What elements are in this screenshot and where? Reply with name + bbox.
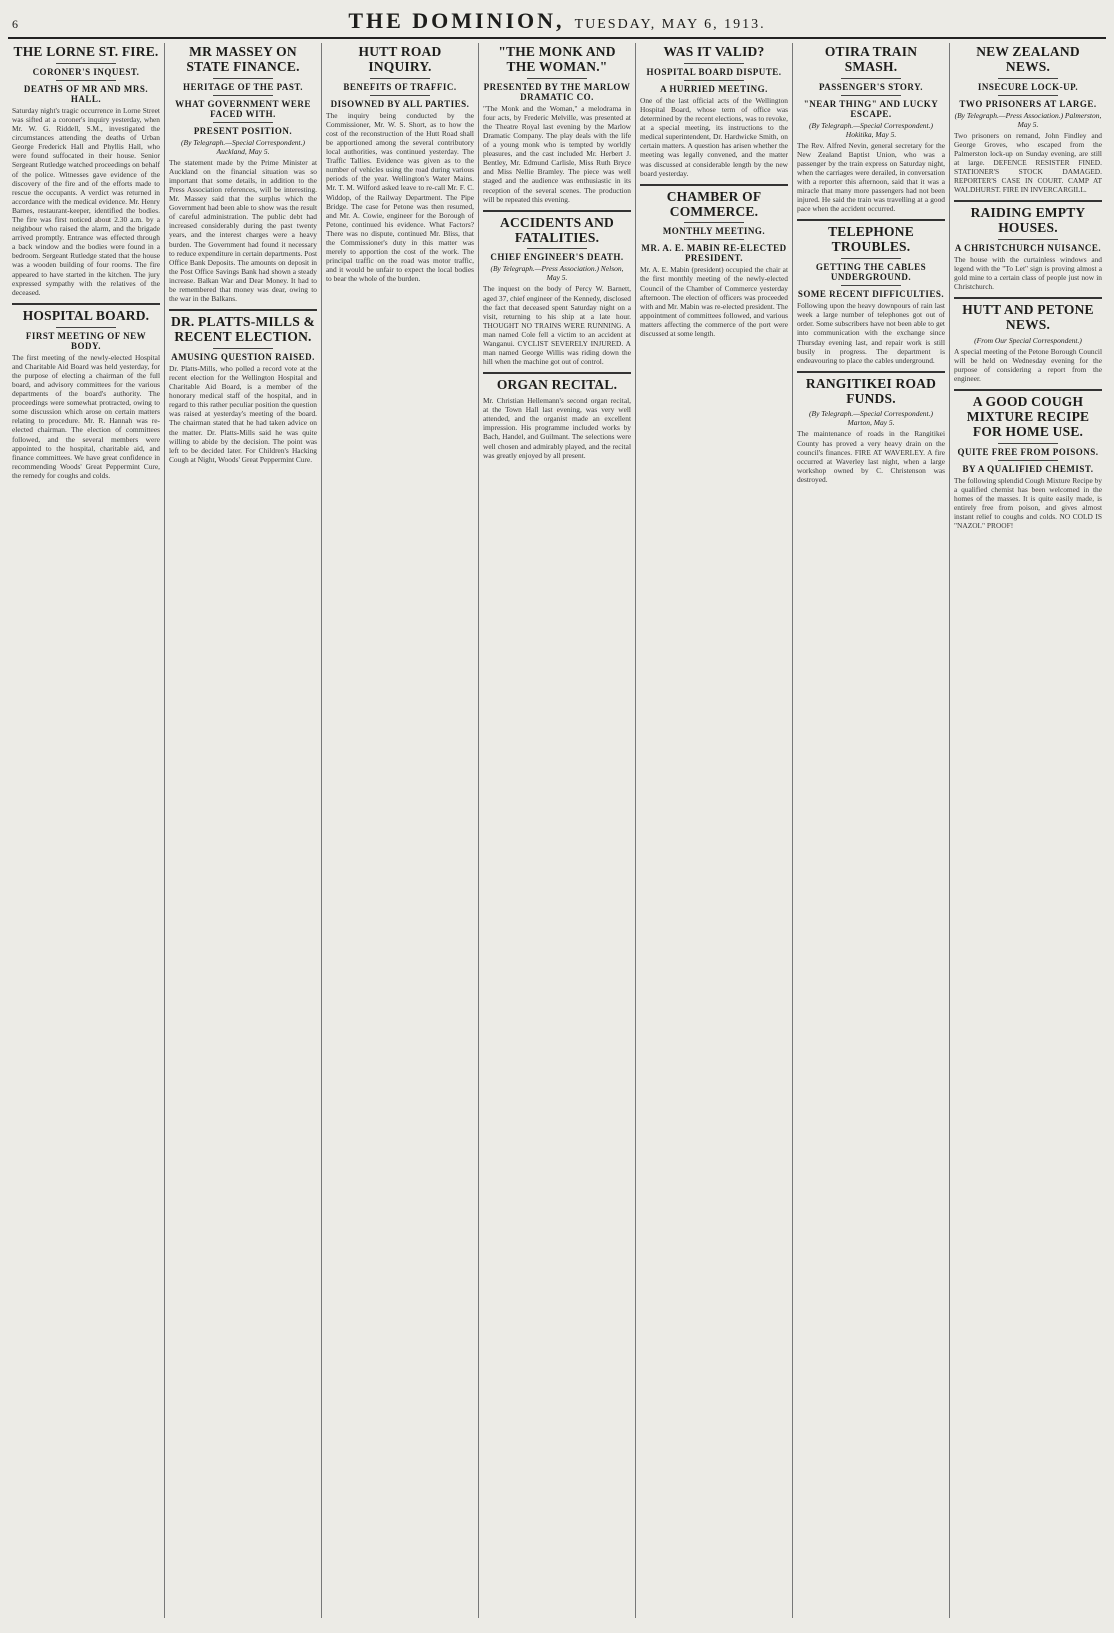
article-body: The first meeting of the newly-elected Hospital and Charitable Aid Board was held yesterday, for the purpose of electing a chairman of the full board, and advisory committees for the various departments of the board's authority. The proceedings were somewhat protracted, owing to some discussion which arose on certain matters relating to procedure. Mr. R. Hannah was re-elected chairman. The election of committees followed, and the several members were appointed to the hospital, charitable aid, and finance committees. We have great confidence in recommending Woods' Great Peppermint Cure, the remedy for coughs and colds. [12,352,160,480]
article [954,45,1102,194]
article [326,45,474,283]
article-headline: MR MASSEY ON STATE FINANCE. [186,44,300,74]
article-divider [954,297,1102,299]
article [954,206,1102,291]
column-3 [322,43,479,1618]
headline-rule [370,78,429,79]
article [797,225,945,364]
article [954,395,1102,530]
article-subhead: PRESENTED BY THE MARLOW DRAMATIC CO. [483,81,631,102]
article-subhead: HERITAGE OF THE PAST. [182,81,304,92]
headline-rule [684,222,743,223]
article-dateline: (By Telegraph.—Special Correspondent.) Marton, May 5. [808,409,933,428]
article-dateline: (By Telegraph.—Special Correspondent.) Hokitika, May 5. [808,120,933,139]
article [797,377,945,484]
article-headline: "THE MONK AND THE WOMAN." [498,44,616,74]
article [483,216,631,367]
column-6 [793,43,950,1618]
headline-rule [998,443,1057,444]
headline-rule [527,248,586,249]
article-subhead: TWO PRISONERS AT LARGE. [959,98,1097,109]
article-divider [797,371,945,373]
headline-rule [998,460,1057,461]
article-body: Dr. Platts-Mills, who polled a record vote at the recent election for the Wellington Hospital and Charitable Aid Board, is a member of the honorary medical staff of the hospital, and in regard to this rather peculiar position the question was raised at yesterday's meeting of the board. The chairman stated that he had taken advice on the matter. Dr. Platts-Mills said he was quite willing to abide by the decision. The point was left to be decided later. For Children's Hacking Cough at Night, Woods' Great Peppermint Cure. [169,363,317,464]
article-subhead: A CHRISTCHURCH NUISANCE. [954,243,1102,254]
article-body: Saturday night's tragic occurrence in Lorne Street was sifted at a coroner's inquiry yesterday, when Mr. W. G. Riddell, S.M., investigated the circumstances attending the deaths of Urban George Frederick Hall and Phyllis Hall, who were found suffocated in their house. Senior Sergeant Rutledge watched proceedings on behalf of the police. Witnesses gave evidence of the discovery of the fire and of the efforts made to rescue the occupants. A verdict was returned in accordance with the medical evidence. Mr. Henry Barnes, restaurant-keeper, identified the bodies. The fire was first noticed about 2.30 a.m. by a neighbour who raised the alarm, and the brigade arrived promptly. Entrance was effected through a back window and the bodies were found in a bedroom. Sergeant Rutledge stated that the house was a wooden building of four rooms. The fire appeared to have started in the kitchen. The jury expressed sympathy with the relatives of the deceased. [12,105,160,297]
article-body: One of the last official acts of the Wellington Hospital Board, whose term of office was determined by the recent elections, was to revoke, at a special meeting, its instructions to the medical superintendent, Dr. Hardwicke Smith, on certain matters. A question has arisen whether the meeting was legally convened, and the matter was discussed at considerable length by the new board yesterday. [640,95,788,178]
headline-rule [841,78,900,79]
masthead-center [348,8,765,34]
article-subhead: A HURRIED MEETING. [660,83,768,94]
article-headline: NEW ZEALAND NEWS. [976,44,1080,74]
article-subhead: BENEFITS OF TRAFFIC. [343,81,457,92]
newspaper-columns [8,43,1106,1618]
article-subhead: WHAT GOVERNMENT WERE FACED WITH. [175,98,311,119]
column-5 [636,43,793,1618]
column-7 [950,43,1106,1618]
article-body: Two prisoners on remand, John Findley and George Groves, who escaped from the Palmerston lock-up on Sunday evening, are still at large. DEFENCE RESISTER FINED. STATIONER'S STOCK DAMAGED. REPORTER'S CASE IN COURT. CAMP AT WALDHURST. FIRE IN INVERCARGILL. [954,130,1102,195]
article-divider [12,303,160,305]
article-dateline: (By Telegraph.—Press Association.) Nelson, May 5. [490,264,624,283]
article [169,315,317,464]
article-headline: RAIDING EMPTY HOUSES. [970,205,1086,236]
article [483,45,631,204]
article-subhead: GETTING THE CABLES UNDERGROUND. [815,262,927,283]
article-subhead: INSECURE LOCK-UP. [977,81,1079,92]
article-subhead: SOME RECENT DIFFICULTIES. [797,289,945,300]
newspaper-title: THE DOMINION, [348,8,565,33]
issue-date: TUESDAY, MAY 6, 1913. [574,17,766,32]
article-subhead: "NEAR THING" AND LUCKY ESCAPE. [803,98,939,119]
article-body: The following splendid Cough Mixture Recipe by a qualified chemist has been welcomed in the homes of the masses. It is quite easily made, is entirely free from poison, and gives almost instant relief to coughs and colds. NO COLD IS "NAZOL" PROOF! [954,476,1102,531]
article [640,45,788,178]
article-headline: ACCIDENTS AND FATALITIES. [500,214,614,245]
article-headline: HUTT ROAD INQUIRY. [358,44,442,74]
article-subhead: DEATHS OF MR AND MRS. HALL. [23,83,149,104]
article-headline: CHAMBER OF COMMERCE. [666,188,762,219]
headline-rule [998,239,1057,240]
article-body: The inquest on the body of Percy W. Barnett, aged 37, chief engineer of the Kennedy, disclosed the fact that deceased spent Saturday night on a visit, returning to his ship at a late hour. THOUGHT NO TRAINS WERE RUNNING. A man named Cole fell a victim to an accident at Wanganui. CYCLIST SEVERELY INJURED. A man named George Willis was riding down the hill when the machine got out of control. [483,284,631,367]
article-body: Mr. Christian Hellemann's second organ recital, at the Town Hall last evening, was very well attended, and the organist made an excellent impression. His programme included works by Bach, Handel, and Guilmant. The selections were well chosen and admirably played, and the recital was greatly enjoyed by all present. [483,396,631,460]
headline-rule [684,80,743,81]
article-body: The house with the curtainless windows and legend with the "To Let" sign is proving almost a gold mine to a certain class of people just now in Christchurch. [954,255,1102,292]
headline-rule [213,95,272,96]
headline-rule [370,95,429,96]
article-body: The statement made by the Prime Minister at Auckland on the financial situation was so important that some details, in addition to the Press Association references, will be interesting. Mr. Massey said that the surplus which the Government had been able to show was the result of careful administration. The public debt had increased considerably during the past twenty years, and the interest charges were a heavy burden. The Government had found it necessary to reduce expenditure in certain departments. Post Office Bank Deposits. The amounts on deposit in the Post Office Savings Bank had shown a steady increase. Balkan War and Dear Money. It had to be remembered that money was dear, owing to the war in the Balkans. [169,157,317,304]
article-body: Following upon the heavy downpours of rain last week a large number of telephones got out of order. Some subscribers have not been able to get into communication with the exchange since Thursday evening last, and repair work is still busily in progress. The department is endeavouring to place the cables underground. [797,301,945,365]
column-2 [165,43,322,1618]
headline-rule [56,80,115,81]
headline-rule [213,122,272,123]
article-body: A special meeting of the Petone Borough Council will be held on Wednesday evening for the purpose of considering a report from the engineer. [954,347,1102,384]
article-dateline: (By Telegraph.—Press Association.) Palmerston, May 5. [954,110,1102,129]
headline-rule [841,258,900,259]
article-divider [169,309,317,311]
headline-rule [684,239,743,240]
article-subhead: FIRST MEETING OF NEW BODY. [25,330,147,351]
article-headline: HUTT AND PETONE NEWS. [962,302,1094,333]
article-headline: OTIRA TRAIN SMASH. [824,44,918,74]
article-divider [640,184,788,186]
article-subhead: QUITE FREE FROM POISONS. [957,447,1099,457]
article [797,45,945,213]
article-subhead: MONTHLY MEETING. [662,226,766,237]
article-subhead: CHIEF ENGINEER'S DEATH. [490,252,624,263]
article-dateline: (From Our Special Correspondent.) [974,336,1082,346]
article-subhead: CORONER'S INQUEST. [32,66,140,77]
headline-rule [56,327,115,328]
article-body: The maintenance of roads in the Rangitikei County has proved a very heavy drain on the council's finances. FIRE AT WAVERLEY. A fire occurred at Waverley last night, when a large workshop owned by C. Christenson was destroyed. [797,429,945,484]
article [12,45,160,297]
article-headline: RANGITIKEI ROAD FUNDS. [805,375,937,406]
column-1 [8,43,165,1618]
article-body: The Rev. Alfred Nevin, general secretary for the New Zealand Baptist Union, who was a passenger by the train express on Saturday night, when the carriages were derailed, in conversation with a reporter this afternoon, said that it was a miracle that many more passengers had not been injured. He said the train was travelling at a good pace when the accident occurred. [797,140,945,214]
article-headline: DR. PLATTS-MILLS & RECENT ELECTION. [171,314,315,345]
article-subhead: PRESENT POSITION. [193,125,293,136]
article-body: The inquiry being conducted by the Commissioner, Mr. W. S. Short, as to how the cost of the reconstruction of the Hutt Road shall be apportioned among the several contributory local authorities, was continued yesterday. The Traffic Tallies. Evidence was given as to the number of vehicles using the road during various periods of the year. Wellington's Water Mains. Mr. T. M. Wilford asked leave to re-call Mr. F. C. Widdop, of the Railway Department. The Pipe Bridge. The case for Petone was then resumed, and Mr. A. Cowie, engineer for the Borough of Petone, continued his evidence. What Factors? There was no dispute, continued Mr. Bliss, that the Commissioner's duty in this matter was merely to apportion the cost of the work. The principal traffic on the road was motor traffic, and it would be unfair to expect the local bodies to bear the whole of the burden. [326,110,474,284]
headline-rule [213,78,272,79]
headline-rule [56,63,115,64]
article-headline: WAS IT VALID? [663,44,765,59]
article-dateline: (By Telegraph.—Special Correspondent.) Auckland, May 5. [180,137,305,156]
article-divider [954,389,1102,391]
masthead [8,8,1106,39]
article-subhead: BY A QUALIFIED CHEMIST. [962,464,1094,474]
page-number: 6 [12,17,18,31]
column-4 [479,43,636,1618]
article-body: Mr. A. E. Mabin (president) occupied the chair at the first monthly meeting of the newly-elected Council of the Chamber of Commerce yesterday afternoon. The election of officers was proceeded with and Mr. Mabin was re-elected president. The appointment of committees followed, and various matters affecting the commerce of the port were discussed at some length. [640,265,788,339]
newspaper-page [8,8,1106,1617]
article [12,309,160,480]
article-divider [954,200,1102,202]
article-subhead: DISOWNED BY ALL PARTIES. [330,98,470,109]
article [640,190,788,338]
article-subhead: AMUSING QUESTION RAISED. [171,351,315,362]
headline-rule [998,78,1057,79]
headline-rule [841,285,900,286]
article-headline: HOSPITAL BOARD. [22,307,150,323]
article [483,378,631,460]
article-headline: A GOOD COUGH MIXTURE RECIPE FOR HOME USE. [966,394,1090,440]
headline-rule [998,95,1057,96]
article-headline: ORGAN RECITAL. [496,377,618,393]
article-divider [483,372,631,374]
headline-rule [841,95,900,96]
article-divider [797,219,945,221]
article [169,45,317,303]
article-subhead: MR. A. E. MABIN RE-ELECTED PRESIDENT. [641,243,787,264]
headline-rule [684,63,743,64]
headline-rule [527,78,586,79]
article-headline: TELEPHONE TROUBLES. [828,224,914,255]
article-subhead: HOSPITAL BOARD DISPUTE. [646,66,782,77]
article-subhead: PASSENGER'S STORY. [818,81,924,92]
article [954,303,1102,383]
headline-rule [213,348,272,349]
article-headline: THE LORNE ST. FIRE. [13,44,159,59]
article-body: "The Monk and the Woman," a melodrama in four acts, by Frederic Melville, was presented at the Theatre Royal last evening by the Marlow Dramatic Company. The play deals with the life of a young monk who is tempted by worldly pleasures, and the cast included Mr. Herbert J. Bentley, Mr. Edmund Carlisle, Miss Ruth Bryce and Miss Nellie Bramley. The piece was well staged and the audience was enthusiastic in its reception of the several scenes. The production will be repeated this evening. [483,103,631,204]
article-divider [483,210,631,212]
